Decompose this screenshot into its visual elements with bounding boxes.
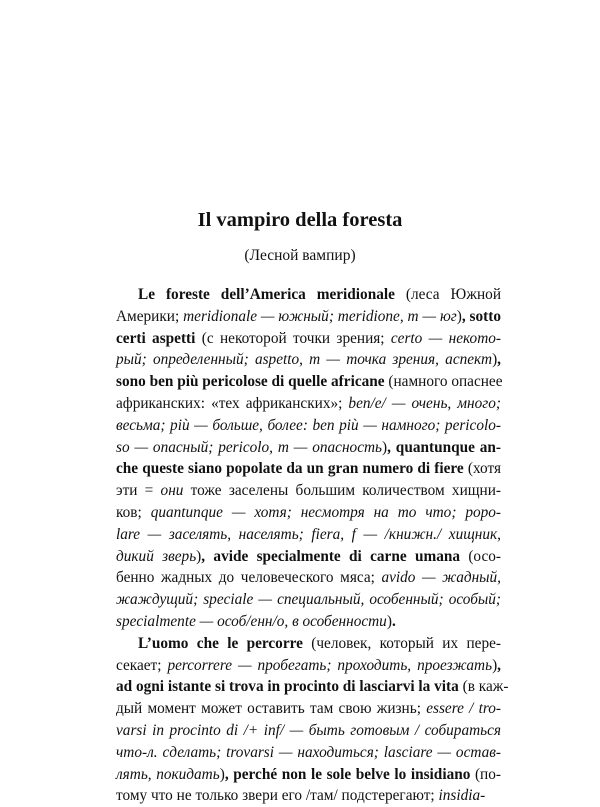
italic-gloss: весьма; più — больше, более: ben più — намного; pericolo- (116, 416, 501, 434)
body-text (116, 284, 509, 807)
plain-text: (в каж- (458, 678, 509, 696)
plain-text: ) (492, 351, 498, 369)
text-line (116, 546, 501, 568)
plain-text: ) (196, 547, 202, 565)
italic-gloss: quantunque — хотя; несмотря на то что; popo- (150, 503, 502, 521)
text-line (116, 567, 501, 589)
plain-text: Америки; (116, 307, 184, 325)
bold-phrase: , avide specialmente di carne umana (201, 547, 461, 565)
plain-text: ) (492, 656, 498, 674)
bold-phrase: , perché non le sole belve lo insidiano (224, 765, 471, 783)
bold-phrase: sono ben più pericolose di quelle africane (116, 373, 385, 391)
bold-phrase: , (497, 351, 501, 369)
text-line (116, 524, 501, 546)
italic-gloss: meridionale — южный; meridione, m — юг (183, 307, 457, 325)
plain-text: (человек, который их пере- (302, 634, 501, 652)
italic-gloss: certo — некото- (390, 329, 501, 347)
text-line (116, 633, 501, 655)
italic-gloss: specialmente — особ/енн/о, в особенности (116, 612, 387, 630)
bold-phrase: . (391, 612, 396, 630)
plain-text: тоже заселены большим количеством хищни- (183, 482, 501, 500)
bold-phrase: ad ogni istante si trova in procinto di lasciarvi la vita (116, 678, 459, 696)
italic-gloss: что-л. сделать; trovarsi — находиться; lasciare — остав- (116, 743, 501, 761)
plain-text: бенно жадных до человеческого мяса; (116, 569, 382, 587)
italic-gloss: ben/e/ — очень, много; (348, 394, 501, 412)
text-line (116, 284, 501, 306)
italic-gloss: avido — жадный, (381, 569, 502, 587)
text-line (116, 393, 501, 415)
plain-text: (с некоторой точки зрения; (195, 329, 391, 347)
text-line (116, 676, 509, 698)
text-line (116, 764, 501, 786)
italic-gloss: рый; определенный; aspetto, m — точка зрения, аспект (116, 351, 493, 369)
plain-text: дый момент может оставить там свою жизнь; (116, 700, 427, 718)
text-line (116, 306, 501, 328)
plain-text: (хотя (463, 460, 501, 478)
plain-text: ) (456, 307, 462, 325)
text-line (116, 458, 501, 480)
italic-gloss: дикий зверь (116, 547, 197, 565)
italic-gloss: жаждущий; speciale — специальный, особенный; особый; (116, 591, 501, 609)
bold-phrase: L’uomo che le percorre (138, 634, 303, 652)
text-line (116, 480, 501, 502)
page-title: Il vampiro della foresta (197, 209, 403, 231)
text-line (116, 328, 501, 350)
bold-phrase: che queste siano popolate da un gran numero di fiere (116, 460, 464, 478)
bold-phrase: Le foreste dell’America meridionale (138, 286, 395, 303)
plain-text: эти = (116, 482, 161, 500)
bold-phrase: , (497, 656, 501, 674)
text-line (116, 698, 501, 720)
text-line (116, 720, 501, 742)
plain-text: ) (382, 438, 388, 456)
text-line (116, 785, 501, 807)
italic-gloss: insidia- (438, 787, 486, 805)
bold-phrase: , sotto (461, 307, 501, 325)
bold-phrase: certi aspetti (116, 329, 196, 347)
text-line (116, 655, 501, 677)
text-line (116, 742, 501, 764)
plain-text: (леса Южной (394, 286, 502, 303)
italic-gloss: lare — заселять, населять; fiera, f — /книжн./ хищник, (116, 525, 501, 543)
italic-gloss: лять, покидать (116, 765, 220, 783)
bold-phrase: , quantunque an- (387, 438, 502, 456)
page-subtitle: (Лесной вампир) (244, 247, 356, 264)
text-line (116, 349, 501, 371)
plain-text: ков; (116, 503, 151, 521)
italic-gloss: varsi in procinto di /+ inf/ — быть готовым / собираться (116, 721, 501, 739)
italic-gloss: они (160, 482, 184, 500)
text-line (116, 415, 501, 437)
text-line (116, 437, 501, 459)
plain-text: (намного опаснее (384, 373, 503, 391)
text-line (116, 589, 501, 611)
text-line (116, 611, 501, 633)
text-line (116, 502, 501, 524)
plain-text: (по- (470, 765, 501, 783)
plain-text: ) (219, 765, 225, 783)
italic-gloss: percorrere — пробегать; проходить, проезжать (167, 656, 493, 674)
text-line (116, 371, 501, 393)
italic-gloss: essere / tro- (426, 700, 501, 718)
plain-text: африканских: «тех африканских»; (116, 394, 349, 412)
plain-text: тому что не только звери его /там/ подстерегают; (116, 787, 439, 805)
plain-text: ) (386, 612, 392, 630)
plain-text: (осо- (460, 547, 501, 565)
plain-text: секает; (116, 656, 168, 674)
italic-gloss: so — опасный; pericolo, m — опасность (116, 438, 383, 456)
